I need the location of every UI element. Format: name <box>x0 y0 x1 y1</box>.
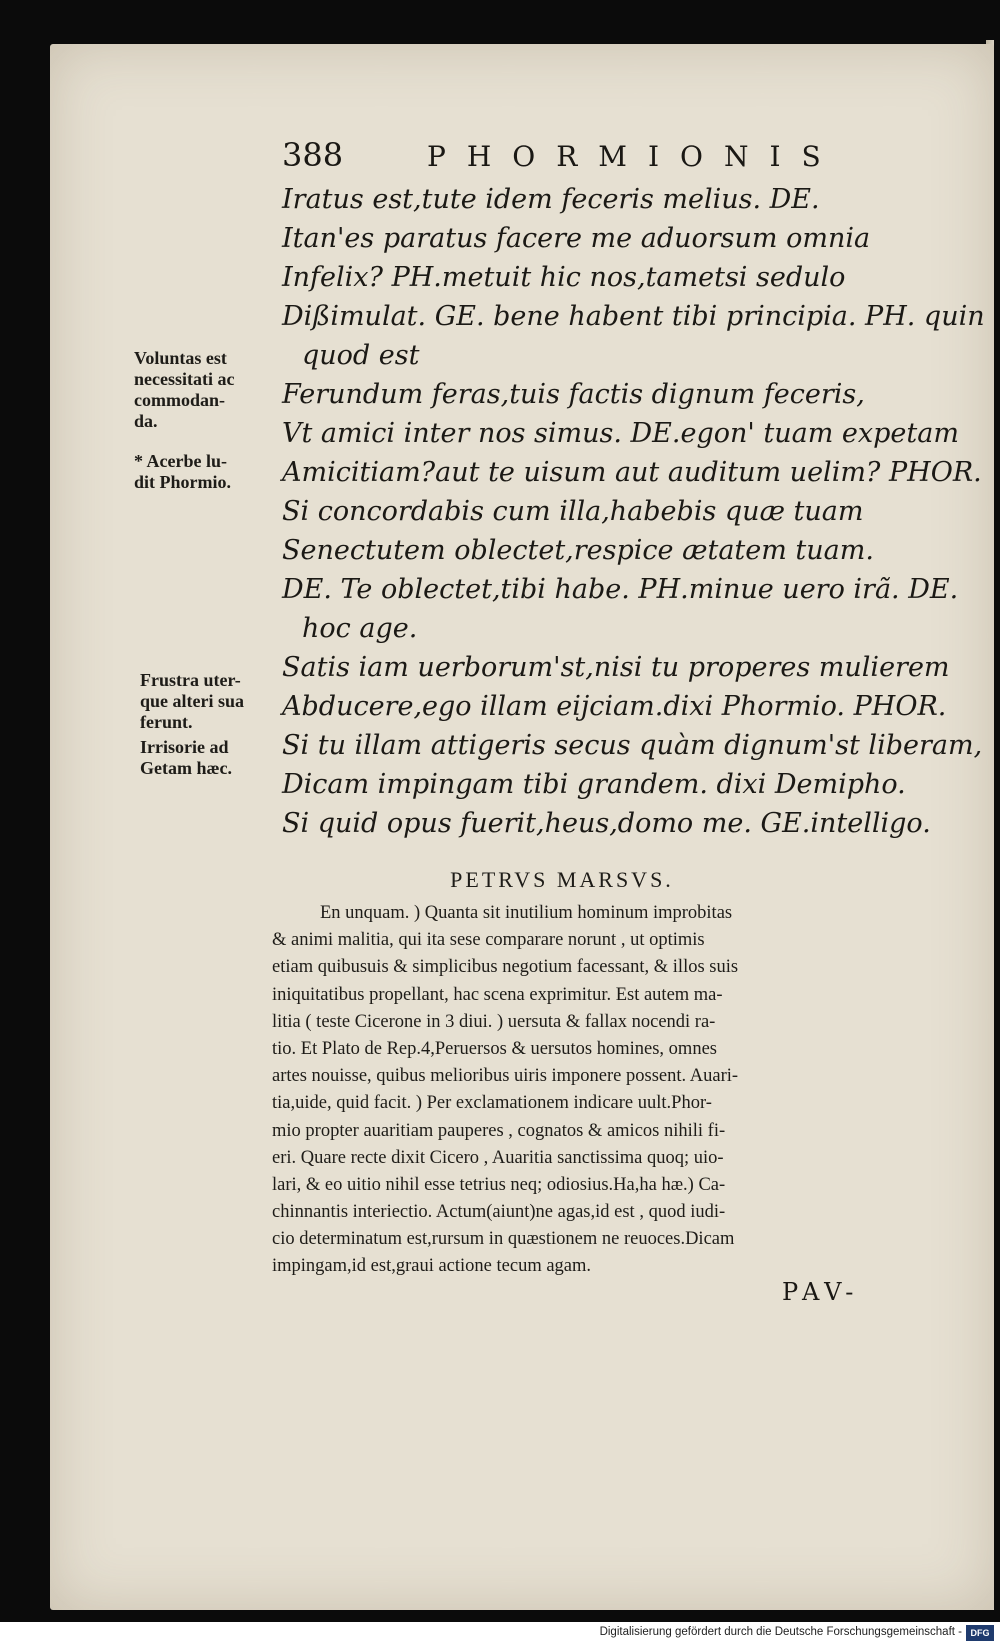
marginal-note <box>140 670 244 733</box>
marginal-note <box>134 348 234 432</box>
verse-line: Satis iam uerborum'st,nisi tu properes mulierem <box>282 652 950 683</box>
catchword: PAV- <box>782 1278 860 1306</box>
verse-line: Infelix? PH.metuit hic nos,tametsi sedulo <box>282 262 846 293</box>
commentary-line: tia,uide, quid facit. ) Per exclamationem indicare uult.Phor- <box>272 1093 712 1114</box>
marginal-note-line: necessitati ac <box>134 369 235 389</box>
verse-line: Vt amici inter nos simus. DE.egon' tuam expetam <box>282 418 959 449</box>
verse-text <box>282 180 985 843</box>
verse-line: Ferundum feras,tuis factis dignum feceris, <box>282 379 865 410</box>
marginal-note-line: Frustra uter- <box>140 670 241 690</box>
verse-line: Si quid opus fuerit,heus,domo me. GE.intelligo. <box>282 808 931 839</box>
page-number: 388 <box>282 136 344 174</box>
commentary-line: litia ( teste Cicerone in 3 diui. ) uersuta & fallax nocendi ra- <box>272 1011 716 1032</box>
verse-line: quod est <box>302 340 420 371</box>
commentary-line: etiam quibusuis & simplicibus negotium facessant, & illos suis <box>272 957 739 978</box>
commentary-text <box>272 900 892 1281</box>
dfg-logo: DFG <box>966 1625 994 1641</box>
commentary-line: impingam,id est,graui actione tecum agam. <box>272 1256 592 1277</box>
marginal-note-line: commodan- <box>134 390 225 410</box>
verse-line: hoc age. <box>302 613 418 644</box>
marginal-note-line: da. <box>134 411 158 431</box>
commentary-line: & animi malitia, qui ita sese comparare norunt , ut optimis <box>272 930 705 951</box>
verse-line: Iratus est,tute idem feceris melius. DE. <box>282 184 820 215</box>
marginal-note-line: ferunt. <box>140 712 193 732</box>
marginal-note-line: dit Phormio. <box>134 472 231 492</box>
running-head <box>282 136 862 176</box>
commentary-line: En unquam. ) Quanta sit inutilium hominum improbitas <box>320 903 733 923</box>
verse-line: Abducere,ego illam eijciam.dixi Phormio. PHOR. <box>282 691 947 722</box>
marginal-note-line: * Acerbe lu- <box>134 451 227 471</box>
verse-line: Itan'es paratus facere me aduorsum omnia <box>282 223 871 254</box>
verse-line: Senectutem oblectet,respice ætatem tuam. <box>282 535 874 566</box>
commentary-line: mio propter auaritiam pauperes , cognatos & amicos nihili fi- <box>272 1120 726 1141</box>
footer-bar <box>0 1622 1000 1645</box>
commentary-line: artes nouisse, quibus melioribus uiris imponere possent. Auari- <box>272 1066 739 1087</box>
commentary-line: eri. Quare recte dixit Cicero , Auaritia sanctissima quoq; uio- <box>272 1147 724 1168</box>
marginal-note <box>140 737 232 779</box>
commentary-line: tio. Et Plato de Rep.4,Peruersos & uersutos homines, omnes <box>272 1038 717 1059</box>
verse-line: Si concordabis cum illa,habebis quæ tuam <box>282 496 864 527</box>
commentary-line: chinnantis interiectio. Actum(aiunt)ne agas,id est , quod iudi- <box>272 1202 726 1223</box>
verse-line: Dicam impingam tibi grandem. dixi Demipho. <box>282 769 906 800</box>
commentary-line: lari, & eo uitio nihil esse tetrius neq; odiosius.Ha,ha hæ.) Ca- <box>272 1174 726 1195</box>
commentary-title: PETRVS MARSVS. <box>450 867 674 892</box>
funding-credit: Digitalisierung gefördert durch die Deutsche Forschungsgemeinschaft - <box>599 1626 962 1638</box>
commentary-block <box>272 860 892 1281</box>
running-title: PHORMIONIS <box>427 140 842 173</box>
verse-line: DE. Te oblectet,tibi habe. PH.minue uero irã. DE. <box>282 574 959 605</box>
commentary-line: iniquitatibus propellant, hac scena exprimitur. Est autem ma- <box>272 984 723 1005</box>
marginal-note-line: que alteri sua <box>140 691 245 711</box>
marginal-note-line: Irrisorie ad <box>140 737 229 757</box>
verse-line: Amicitiam?aut te uisum aut auditum uelim? PHOR. <box>282 457 982 488</box>
marginal-note-line: Getam hæc. <box>140 758 232 778</box>
marginal-note-line: Voluntas est <box>134 348 227 368</box>
marginal-note <box>134 451 231 493</box>
commentary-line: cio determinatum est,rursum in quæstionem ne reuoces.Dicam <box>272 1229 735 1250</box>
verse-line: Si tu illam attigeris secus quàm dignum'st liberam, <box>282 730 983 761</box>
verse-line: Dißimulat. GE. bene habent tibi principia. PH. quin <box>282 301 985 332</box>
